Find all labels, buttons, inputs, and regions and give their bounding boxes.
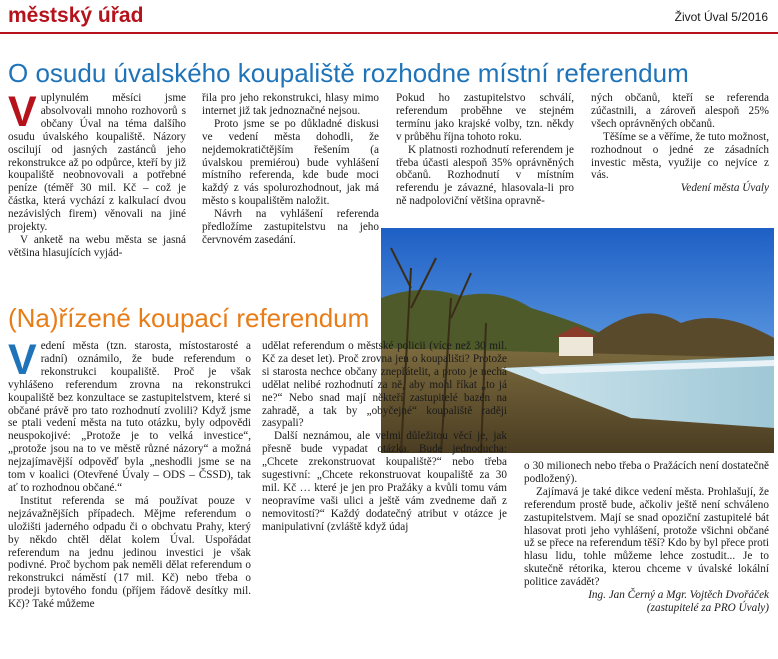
article2-title: (Na)řízené koupací referendum xyxy=(8,303,370,333)
article1-column-4 xyxy=(591,92,769,226)
article1-signature: Vedení města Úvaly xyxy=(680,182,769,195)
article1-column-1 xyxy=(8,92,186,312)
article2-column-3 xyxy=(524,460,769,658)
article2-col1-paragraph: Vedení města (tzn. starosta, místostarosté a radní) oznámilo, že bude referendum o rekonstrukci koupaliště. Proč je však vyhlášeno referendum zrovna na rekonstrukci koupaliště bez konzultace se zastupitelstvem, které si občané právě pro tato rozhodnutí zvolili? Když jsme se ptali vedení města na tuto otázku, byly odpovědi neuspokojivé: „Protože je to velká investice“, „protože jsou na to ve městě různé názory“ a možná nejzajímavější odpověď byla „neshodli jsme se na tom v koalici (Otevřené Úvaly – ODS – ČSSD), tak ať to rozhodnou občané.“ xyxy=(8,340,251,494)
article2-signature-names: Ing. Jan Černý a Mgr. Vojtěch Dvořáček xyxy=(588,589,769,602)
article1-col3-paragraph: Pokud ho zastupitelstvo schválí, referendum proběhne ve stejném termínu jako krajské volby, tzn. někdy v průběhu října tohoto roku. xyxy=(396,92,574,143)
article1-col1-paragraph: Vuplynulém měsíci jsme absolvovali mnoho rozhovorů s občany Úval na téma dalšího osudu úvalského koupaliště. Názory oscilují od jasných zastánců jeho rekonstrukce až po odpůrce, kteří by již koupaliště neobnovovali a potřebné peníze (téměř 30 mil. Kč – což je částka, která vychází z kalkulací dvou nezávislých firem) věnovali na jiné projekty. xyxy=(8,92,186,234)
article2-col2-paragraph: udělat referendum o městské policii (více než 30 mil. Kč za deset let). Proč zrovna jen o koupališti? Protože si starosta nechce občany znepřátelit, a proto je nechá udělat nelibé rozhodnutí za ně, aby mohl říkat „to já ne?“ Nebo snad mají někteří zastupitelé bazén na zahradě, a tak by „obyčejné“ koupaliště raději zasypali? xyxy=(262,340,507,430)
section-name: městský úřad xyxy=(8,4,144,27)
issue-label: Život Úval 5/2016 xyxy=(674,10,768,24)
article2-col3-paragraph: o 30 milionech nebo třeba o Pražácích není dostatečně podložený). xyxy=(524,460,769,485)
article1-col2-paragraph-2: Proto jsme se po důkladné diskusi ve vedení města dohodli, že nejdemokratičtějším řešením (a úvalskou premiérou) bude vyhlášení místního referenda, kde bude moci každý z vás spolurozhodnout, jak má město s koupalištěm naložit. xyxy=(202,117,379,208)
drop-cap: V xyxy=(8,92,37,136)
article1-col2-paragraph: řila pro jeho rekonstrukci, hlasy mimo internet již tak jednoznačné nejsou. xyxy=(202,92,379,117)
article1-col3-paragraph-2: K platnosti rozhodnutí referendem je třeba účasti alespoň 35% oprávněných občanů. Rozhodnutí v místním referendu je závazné, hlasovala-li pro ně nadpoloviční většina opravně- xyxy=(396,143,574,208)
article2-signature-role: (zastupitelé za PRO Úvaly) xyxy=(646,601,769,614)
article1-col2-paragraph-3: Návrh na vyhlášení referenda předložíme zastupitelstvu na jeho červnovém zasedání. xyxy=(202,208,379,246)
article1-col1-paragraph-2: V anketě na webu města se jasná většina hlasujících vyjád- xyxy=(8,233,186,259)
article1-col4-paragraph-2: Těšíme se a věříme, že tuto možnost, rozhodnout o jedné ze zásadních investic města, využije co nejvíce z vás. xyxy=(591,130,769,182)
article2-col2-paragraph-2: Další neznámou, ale velmi důležitou věcí je, jak přesně bude vypadat otázka. Bude jednoducha: „Chcete zrekonstruovat koupaliště?“ nebo třeba sugestivní: „Chcete rekonstruovat koupaliště za 30 mil. Kč … které je jen pro Pražáky a kvůli tomu vám neopravíme vaši ulici a ještě vám zvedneme daň z nemovitostí?“ Každý dodatečný atribut v otázce je manipulativní (zvláště když údaj xyxy=(262,430,507,533)
drop-cap: V xyxy=(8,340,37,384)
article2-column-2 xyxy=(262,340,507,658)
article1-column-2 xyxy=(202,92,379,292)
article1-column-3 xyxy=(396,92,574,226)
page-header xyxy=(0,0,778,30)
article1-title: O osudu úvalského koupaliště rozhodne místní referendum xyxy=(8,58,689,88)
article2-column-1 xyxy=(8,340,251,658)
article2-col1-paragraph-2: Institut referenda se má používat pouze v nejzávažnějších případech. Mějme referendum o uložišti jaderného odpadu či o obchvatu Prahy, který by někdo chtěl dělat kolem Úval. Uspořádat referendum na jednu jedinou investici je však podivné. Proč bychom pak neměli dělat referendum o rekonstrukci náměstí (17 mil. Kč) nebo třeba o prodeji bytového fondu (příjem řádově desítky mil. Kč)? Také můžeme xyxy=(8,494,251,611)
header-rule xyxy=(0,32,778,34)
article2-col3-paragraph-2: Zajímavá je také dikce vedení města. Prohlašují, že referendum prostě bude, ačkoliv ještě není schváleno zastupitelstvem. Mají se snad opoziční zastupitelé bát hlasovat proti jeho vyhlášení, protože všichni občané už se přece na referendum těší? Kdo by byl přece proti hlasu lidu, tohle můžeme lehce zostudit... Je to skutečně rétorika, kterou chceme v úvalské lokální politice zavádět? xyxy=(524,485,769,589)
article1-col4-paragraph: ných občanů, kteří se referenda zúčastnili, a zároveň alespoň 25% všech oprávněných občanů. xyxy=(591,92,769,130)
